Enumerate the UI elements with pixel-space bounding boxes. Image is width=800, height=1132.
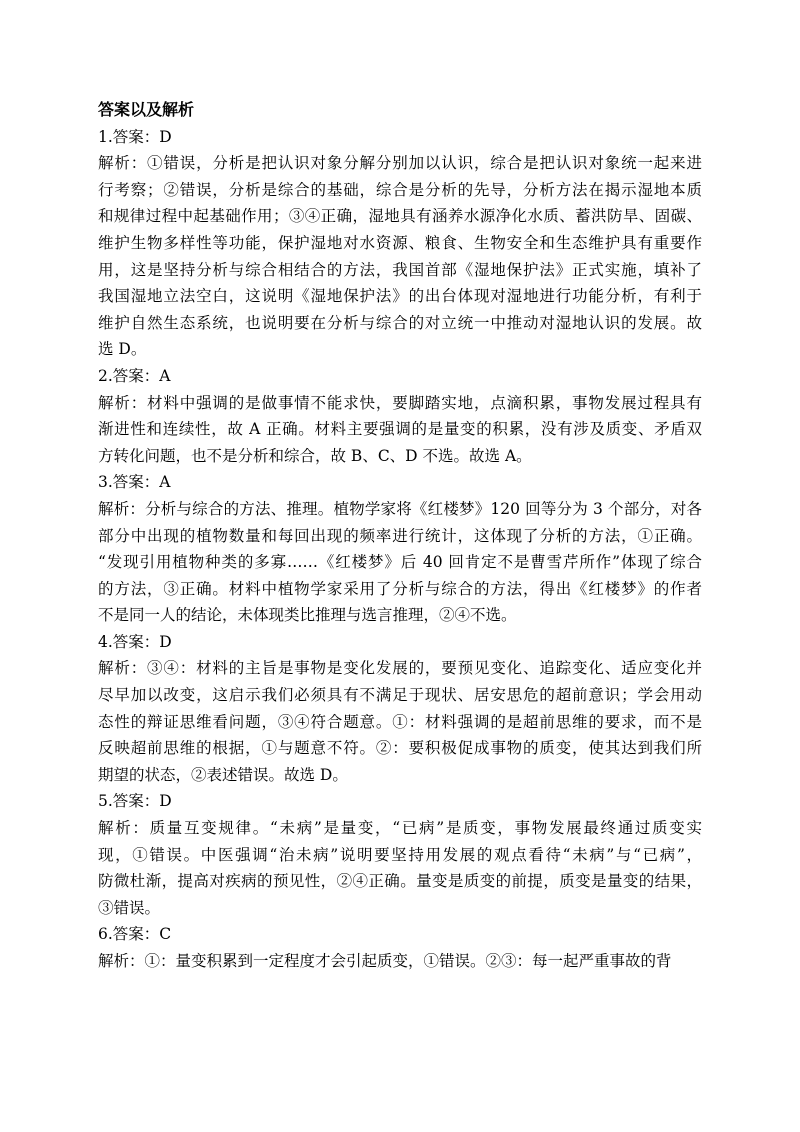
analysis-line: 反映超前思维的根据，①与题意不符。②：要积极促成事物的质变，使其达到我们所	[98, 739, 702, 758]
answer-label: 2.答案：A	[98, 366, 171, 385]
analysis-text	[98, 496, 702, 629]
analysis-line: 防微杜渐，提高对疾病的预见性，②④正确。量变是质变的前提，质变是量变的结果，	[98, 872, 702, 891]
analysis-line: 解析：分析与综合的方法、推理。植物学家将《红楼梦》120 回等分为 3 个部分，对各	[98, 499, 702, 518]
analysis-line: ③错误。	[98, 898, 161, 917]
answer-label: 6.答案：C	[98, 925, 172, 944]
analysis-text	[98, 815, 702, 921]
analysis-line: 解析：①错误，分析是把认识对象分解分别加以认识，综合是把认识对象统一起来进	[98, 154, 702, 173]
analysis-line: 的方法，③正确。材料中植物学家采用了分析与综合的方法，得出《红楼梦》的作者	[98, 579, 702, 598]
answer-item	[98, 788, 702, 921]
answer-item	[98, 629, 702, 789]
answer-label: 1.答案：D	[98, 127, 172, 146]
answer-item	[98, 363, 702, 469]
analysis-line: 尽早加以改变，这启示我们必须具有不满足于现状、居安思危的超前意识；学会用动	[98, 686, 702, 705]
answers-section	[98, 97, 702, 975]
analysis-line: 解析：质量互变规律。“未病”是量变，“已病”是质变，事物发展最终通过质变实	[98, 819, 702, 838]
answer-list	[98, 124, 702, 975]
analysis-line: 解析：③④：材料的主旨是事物是变化发展的，要预见变化、追踪变化、适应变化并	[98, 659, 702, 678]
answer-label: 5.答案：D	[98, 792, 172, 811]
analysis-line: 不是同一人的结论，未体现类比推理与选言推理，②④不选。	[98, 606, 517, 625]
analysis-line: 渐进性和连续性，故 A 正确。材料主要强调的是量变的积累，没有涉及质变、矛盾双	[98, 420, 702, 439]
analysis-line: 和规律过程中起基础作用；③④正确，湿地具有涵养水源净化水质、蓄洪防旱、固碳、	[98, 207, 702, 226]
analysis-line: 方转化问题，也不是分析和综合，故 B、C、D 不选。故选 A。	[98, 446, 532, 465]
analysis-line: 期望的状态，②表述错误。故选 D。	[98, 765, 348, 784]
answer-label: 4.答案：D	[98, 632, 172, 651]
analysis-text	[98, 150, 702, 363]
answer-item	[98, 469, 702, 629]
section-heading: 答案以及解析	[98, 100, 195, 119]
analysis-line: 部分中出现的植物数量和每回出现的频率进行统计，这体现了分析的方法，①正确。	[98, 526, 702, 545]
analysis-line: 维护生物多样性等功能，保护湿地对水资源、粮食、生物安全和生态维护具有重要作	[98, 233, 702, 252]
analysis-text	[98, 655, 702, 788]
analysis-line: 我国湿地立法空白，这说明《湿地保护法》的出台体现对湿地进行功能分析，有利于	[98, 287, 702, 306]
analysis-line: 解析：①：量变积累到一定程度才会引起质变，①错误。②③：每一起严重事故的背	[98, 952, 672, 970]
analysis-line: 用，这是坚持分析与综合相结合的方法，我国首部《湿地保护法》正式实施，填补了	[98, 260, 702, 279]
analysis-line: 维护自然生态系统，也说明要在分析与综合的对立统一中推动对湿地认识的发展。故	[98, 313, 702, 332]
analysis-text	[98, 390, 702, 470]
analysis-line: “发现引用植物种类的多寡……《红楼梦》后 40 回肯定不是曹雪芹所作”体现了综合	[98, 553, 702, 572]
analysis-text	[98, 948, 702, 975]
answer-item	[98, 124, 702, 363]
analysis-line: 解析：材料中强调的是做事情不能求快，要脚踏实地，点滴积累，事物发展过程具有	[98, 393, 702, 412]
answer-label: 3.答案：A	[98, 473, 171, 492]
analysis-line: 选 D。	[98, 340, 147, 359]
analysis-line: 态性的辩证思维看问题，③④符合题意。①：材料强调的是超前思维的要求，而不是	[98, 712, 702, 731]
analysis-line: 行考察；②错误，分析是综合的基础，综合是分析的先导，分析方法在揭示湿地本质	[98, 180, 702, 199]
answer-item	[98, 921, 702, 974]
analysis-line: 现，①错误。中医强调“治未病”说明要坚持用发展的观点看待“未病”与“已病”，	[98, 845, 702, 864]
